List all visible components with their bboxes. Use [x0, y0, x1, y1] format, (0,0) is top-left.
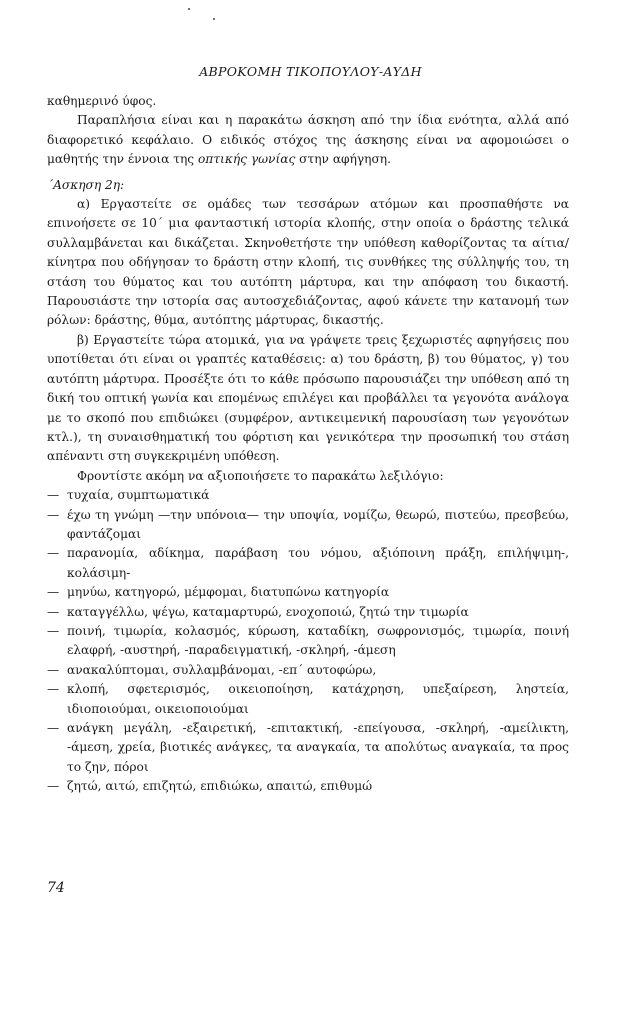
vocabulary-item-text: τυχαία, συμπτωματικά	[67, 488, 210, 503]
vocabulary-item	[47, 583, 569, 602]
vocabulary-item-text: παρανομία, αδίκημα, παράβαση του νόμου, αξιόποινη πράξη, επιλήψιμη-, κολάσιμη-	[67, 546, 569, 580]
dash-marker: —	[47, 488, 60, 503]
intro-text-a: Παραπλήσια είναι και η παρακάτω άσκηση από την ίδια ενότητα, αλλά από διαφορετικό κεφάλαιο. Ο ειδικός στόχος της άσκησης είναι να αφομοιώσει ο μαθητής την έννοια της	[47, 113, 569, 167]
intro-text-b: στην αφήγηση.	[295, 152, 391, 167]
page-number: 74	[47, 880, 65, 896]
dash-marker: —	[47, 623, 60, 638]
dash-marker: —	[47, 662, 60, 677]
dash-marker: —	[47, 546, 60, 561]
vocabulary-item-text: μηνύω, κατηγορώ, μέμφομαι, διατυπώνω κατηγορία	[67, 585, 390, 600]
vocabulary-item	[47, 777, 569, 796]
dash-marker: —	[47, 779, 60, 794]
vocabulary-item-text: ανάγκη μεγάλη, -εξαιρετική, -επιτακτική, -επείγουσα, -σκληρή, -αμείλικτη, -άμεση, χρεία, βιοτικές ανάγκες, τα αναγκαία, τα απολύτως αναγκαία, τα προς το ζην, πόροι	[67, 721, 569, 774]
vocabulary-item	[47, 506, 569, 545]
dash-marker: —	[47, 585, 60, 600]
vocabulary-intro: Φροντίστε ακόμη να αξιοποιήσετε το παρακάτω λεξιλόγιο:	[77, 468, 444, 483]
dash-marker: —	[47, 507, 60, 522]
vocabulary-item	[47, 680, 569, 719]
dash-marker: —	[47, 682, 60, 697]
vocabulary-item	[47, 603, 569, 622]
exercise-part-b: β) Εργαστείτε τώρα ατομικά, για να γράψετε τρεις ξεχωριστές αφηγήσεις που υποτίθεται ότι είναι οι γραπτές καταθέσεις: α) του δράστη, β) του θύματος, γ) του αυτόπτη μάρτυρα. Προσέξτε ότι το κάθε πρόσωπο παρουσιάζει την υπόθεση από τη δική του οπτική γωνία και επομένως επιλέγει και προβάλλει τα γεγονότα ανάλογα με το σκοπό που επιδιώκει (συμφέρον, αντικειμενική παρουσίαση των γεγονότων κτλ.), τη συναισθηματική του φόρτιση και γενικότερα την προσωπική του στάση απέναντι στη συγκεκριμένη υπόθεση.	[47, 332, 569, 464]
intro-emphasis: οπτικής γωνίας	[197, 152, 296, 167]
print-speck	[188, 8, 190, 10]
vocabulary-item-text: ζητώ, αιτώ, επιζητώ, επιδιώκω, απαιτώ, επιθυμώ	[67, 779, 373, 794]
running-header: ΑΒΡΟΚΟΜΗ ΤΙΚΟΠΟΥΛΟΥ-ΑΥΔΗ	[199, 64, 422, 79]
vocabulary-item	[47, 661, 569, 680]
vocabulary-item-text: καταγγέλλω, ψέγω, καταμαρτυρώ, ενοχοποιώ, ζητώ την τιμωρία	[67, 604, 469, 619]
print-speck	[213, 18, 215, 20]
continuation-text: καθημερινό ύφος.	[47, 94, 157, 108]
exercise-part-a: α) Εργαστείτε σε ομάδες των τεσσάρων ατόμων και προσπαθήστε να επινοήσετε σε 10΄ μια φανταστική ιστορία κλοπής, στην οποία ο δράστης τελικά συλλαμβάνεται και δικάζεται. Σκηνοθετήστε την υπόθεση καθορίζοντας τα αίτια/κίνητρα που οδήγησαν το δράστη στην κλοπή, τις συνθήκες της σύλληψής του, τη στάση του θύματος και του αυτόπτη μάρτυρα, και την απόφαση του δικαστή. Παρουσιάστε την ιστορία σας αυτοσχεδιάζοντας, αφού κάνετε την κατανομή των ρόλων: δράστης, θύμα, αυτόπτης μάρτυρας, δικαστής.	[47, 197, 569, 328]
dash-marker: —	[47, 721, 60, 735]
vocabulary-item	[47, 544, 569, 583]
vocabulary-item-text: έχω τη γνώμη —την υπόνοια— την υποψία, νομίζω, θεωρώ, πιστεύω, πρεσβεύω, φαντάζομαι	[67, 507, 569, 541]
vocabulary-item-text: ποινή, τιμωρία, κολασμός, κύρωση, καταδίκη, σωφρονισμός, τιμωρία, ποινή ελαφρή, -αυστηρή, -παραδειγματική, -σκληρή, -άμεση	[67, 623, 569, 658]
vocabulary-item	[47, 622, 569, 661]
vocabulary-item	[47, 719, 569, 777]
vocabulary-list	[47, 486, 569, 797]
dash-marker: —	[47, 604, 60, 619]
page-body	[47, 92, 569, 797]
vocabulary-item-text: ανακαλύπτομαι, συλλαμβάνομαι, -επ΄ αυτοφώρω,	[67, 662, 377, 677]
vocabulary-item	[47, 486, 569, 505]
exercise-heading: ΄Ασκηση 2η:	[47, 177, 125, 192]
vocabulary-item-text: κλοπή, σφετερισμός, οικειοποίηση, κατάχρηση, υπεξαίρεση, ληστεία, ιδιοποιούμαι, οικειοποιούμαι	[67, 682, 569, 716]
intro-paragraph	[47, 111, 569, 169]
